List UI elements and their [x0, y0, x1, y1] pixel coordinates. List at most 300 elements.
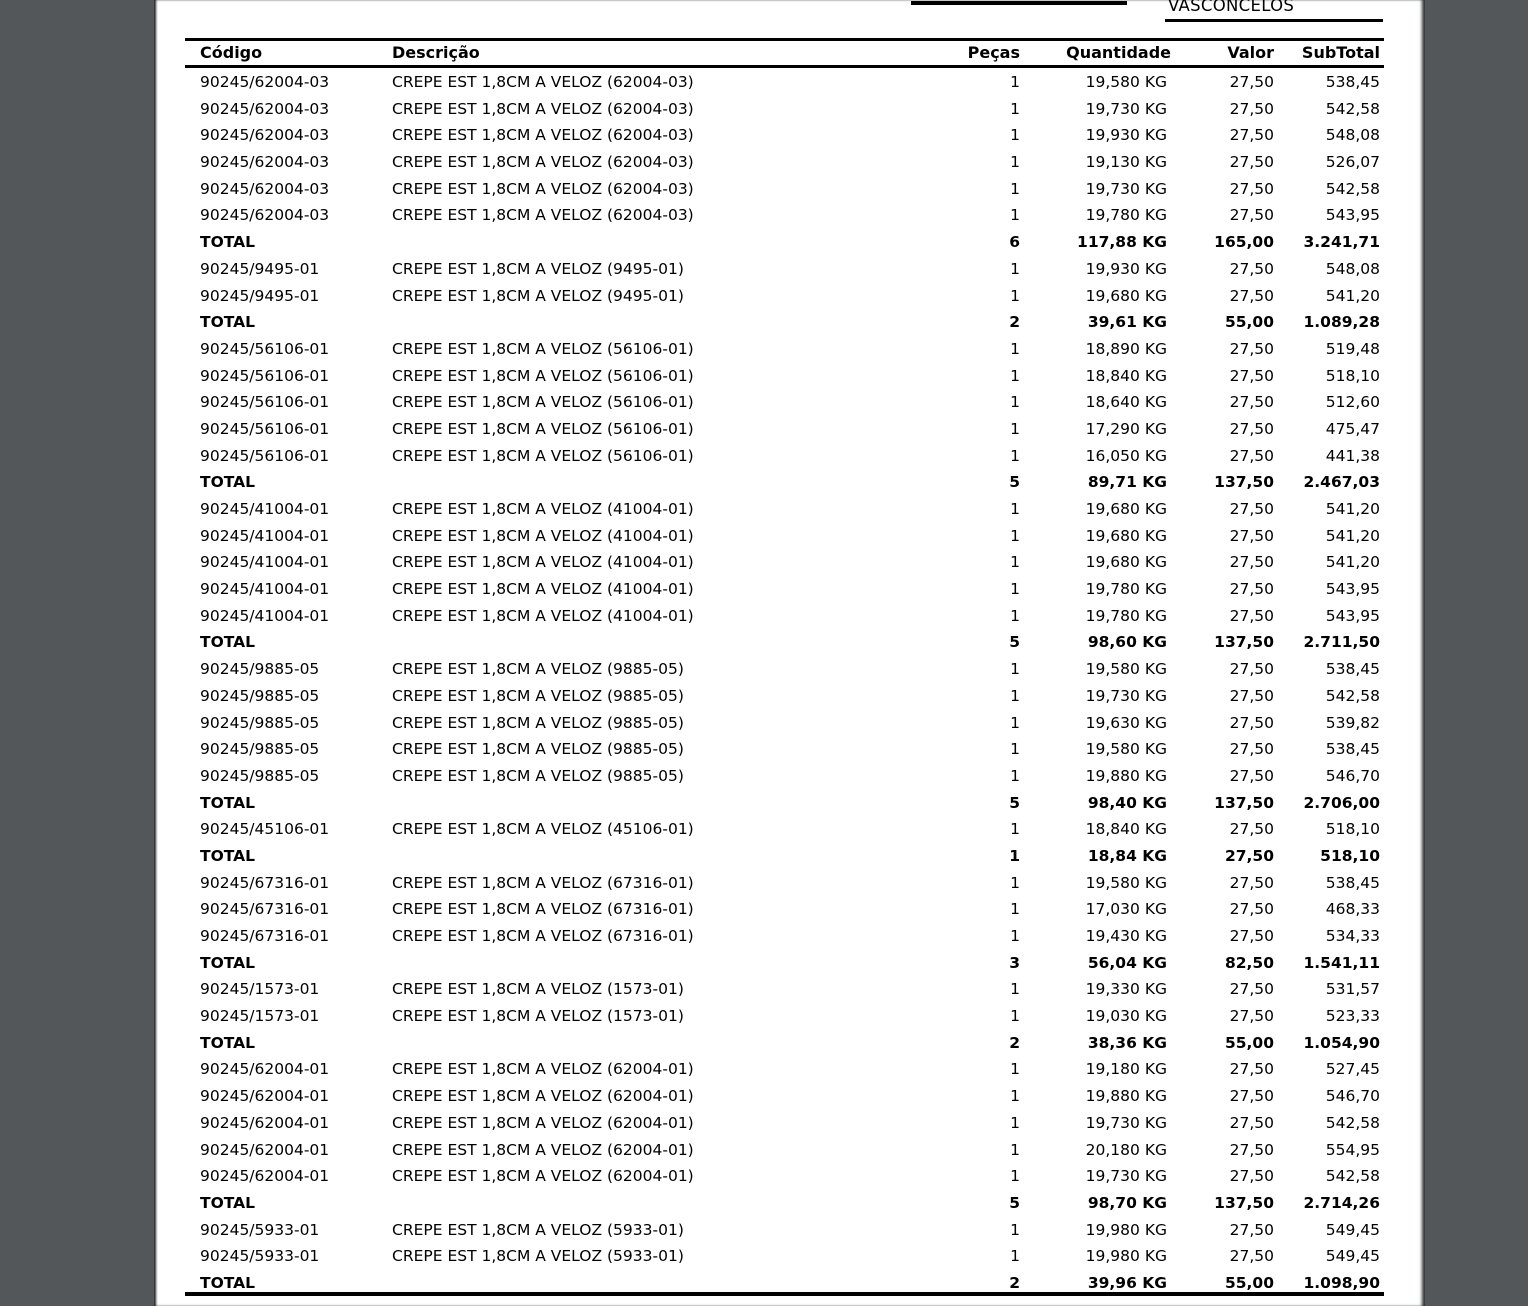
valor-cell: 27,50	[1229, 179, 1274, 198]
pecas-cell: 1	[1010, 1220, 1020, 1239]
valor-cell: 55,00	[1224, 313, 1274, 332]
pecas-cell: 5	[1009, 1193, 1020, 1212]
quantidade-cell: 19,730 KG	[1085, 99, 1167, 118]
descricao-cell: CREPE EST 1,8CM A VELOZ (56106-01)	[392, 339, 694, 358]
valor-cell: 27,50	[1229, 339, 1274, 358]
descricao-cell: CREPE EST 1,8CM A VELOZ (9885-05)	[392, 686, 684, 705]
table-total-row	[154, 229, 1425, 256]
column-header-valor: Valor	[1227, 43, 1274, 62]
codigo-cell: 90245/56106-01	[200, 419, 330, 438]
quantidade-cell: 16,050 KG	[1085, 446, 1167, 465]
codigo-cell: 90245/9885-05	[200, 660, 320, 679]
company-name: VASCONCELOS	[1168, 0, 1295, 15]
valor-cell: 27,50	[1229, 1007, 1274, 1026]
subtotal-cell: 518,10	[1325, 820, 1380, 839]
subtotal-cell: 541,20	[1325, 526, 1380, 545]
quantidade-cell: 19,680 KG	[1085, 553, 1167, 572]
table-row	[154, 603, 1425, 630]
table-row	[154, 1243, 1425, 1270]
subtotal-cell: 546,70	[1325, 766, 1380, 785]
table-total-row	[154, 843, 1425, 870]
descricao-cell: CREPE EST 1,8CM A VELOZ (62004-03)	[392, 126, 694, 145]
codigo-cell: 90245/9885-05	[200, 686, 320, 705]
valor-cell: 27,50	[1229, 660, 1274, 679]
subtotal-cell: 527,45	[1325, 1060, 1380, 1079]
descricao-cell: CREPE EST 1,8CM A VELOZ (9495-01)	[392, 259, 684, 278]
table-row	[154, 763, 1425, 790]
descricao-cell: CREPE EST 1,8CM A VELOZ (62004-01)	[392, 1087, 694, 1106]
descricao-cell: CREPE EST 1,8CM A VELOZ (62004-03)	[392, 99, 694, 118]
pecas-cell: 1	[1010, 1007, 1020, 1026]
valor-cell: 27,50	[1229, 153, 1274, 172]
codigo-cell: 90245/45106-01	[200, 820, 330, 839]
descricao-cell: CREPE EST 1,8CM A VELOZ (41004-01)	[392, 500, 694, 518]
descricao-cell: CREPE EST 1,8CM A VELOZ (56106-01)	[392, 366, 694, 385]
codigo-cell: 90245/9495-01	[200, 286, 320, 305]
quantidade-cell: 19,780 KG	[1085, 606, 1167, 625]
valor-cell: 27,50	[1229, 1140, 1274, 1159]
codigo-cell: 90245/67316-01	[200, 927, 330, 945]
pecas-cell: 1	[1010, 446, 1020, 465]
quantidade-cell: 38,36 KG	[1087, 1033, 1167, 1052]
pecas-cell: 1	[1010, 660, 1020, 679]
quantidade-cell: 19,880 KG	[1085, 1087, 1167, 1106]
valor-cell: 27,50	[1229, 419, 1274, 438]
valor-cell: 27,50	[1229, 1220, 1274, 1239]
pecas-cell: 1	[1010, 99, 1020, 118]
valor-cell: 27,50	[1229, 73, 1274, 91]
quantidade-cell: 19,580 KG	[1085, 73, 1167, 91]
subtotal-cell: 538,45	[1325, 73, 1380, 91]
table-total-row	[154, 790, 1425, 817]
valor-cell: 137,50	[1214, 1193, 1274, 1212]
quantidade-cell: 19,880 KG	[1085, 766, 1167, 785]
subtotal-cell: 518,10	[1320, 846, 1380, 865]
valor-cell: 27,50	[1229, 1060, 1274, 1079]
table-row	[154, 149, 1425, 176]
quantidade-cell: 19,130 KG	[1085, 153, 1167, 172]
table-row	[154, 336, 1425, 363]
table-row	[154, 736, 1425, 763]
quantidade-cell: 19,730 KG	[1085, 1113, 1167, 1132]
quantidade-cell: 19,580 KG	[1085, 873, 1167, 892]
descricao-cell: CREPE EST 1,8CM A VELOZ (45106-01)	[392, 820, 694, 839]
descricao-cell: CREPE EST 1,8CM A VELOZ (56106-01)	[392, 419, 694, 438]
descricao-cell: CREPE EST 1,8CM A VELOZ (9885-05)	[392, 766, 684, 785]
table-row	[154, 443, 1425, 470]
valor-cell: 27,50	[1229, 820, 1274, 839]
table-row	[154, 122, 1425, 149]
subtotal-cell: 542,58	[1325, 1113, 1380, 1132]
pecas-cell: 1	[1010, 259, 1020, 278]
pecas-cell: 1	[1010, 500, 1020, 518]
subtotal-cell: 554,95	[1325, 1140, 1380, 1159]
quantidade-cell: 19,930 KG	[1085, 126, 1167, 145]
pecas-cell: 1	[1010, 873, 1020, 892]
quantidade-cell: 18,84 KG	[1087, 846, 1167, 865]
quantidade-cell: 98,60 KG	[1087, 633, 1167, 652]
table-total-row	[154, 950, 1425, 977]
subtotal-cell: 538,45	[1325, 873, 1380, 892]
table-row	[154, 176, 1425, 203]
subtotal-cell: 523,33	[1325, 1007, 1380, 1026]
table-rows	[154, 69, 1425, 1297]
total-label: TOTAL	[200, 1273, 255, 1292]
table-row	[154, 656, 1425, 683]
pecas-cell: 1	[1010, 206, 1020, 225]
subtotal-cell: 2.711,50	[1303, 633, 1380, 652]
subtotal-cell: 541,20	[1325, 553, 1380, 572]
codigo-cell: 90245/62004-01	[200, 1087, 330, 1106]
total-label: TOTAL	[200, 793, 255, 812]
descricao-cell: CREPE EST 1,8CM A VELOZ (5933-01)	[392, 1247, 684, 1266]
pecas-cell: 1	[1010, 339, 1020, 358]
pecas-cell: 1	[1010, 927, 1020, 945]
subtotal-cell: 468,33	[1325, 900, 1380, 919]
codigo-cell: 90245/62004-01	[200, 1113, 330, 1132]
partial-header-rule	[911, 1, 1127, 5]
quantidade-cell: 20,180 KG	[1085, 1140, 1167, 1159]
codigo-cell: 90245/1573-01	[200, 1007, 320, 1026]
descricao-cell: CREPE EST 1,8CM A VELOZ (41004-01)	[392, 526, 694, 545]
pecas-cell: 1	[1010, 419, 1020, 438]
descricao-cell: CREPE EST 1,8CM A VELOZ (1573-01)	[392, 1007, 684, 1026]
pecas-cell: 6	[1009, 233, 1020, 252]
pecas-cell: 1	[1010, 1247, 1020, 1266]
valor-cell: 137,50	[1214, 633, 1274, 652]
table-total-row	[154, 629, 1425, 656]
total-label: TOTAL	[200, 953, 255, 972]
valor-cell: 165,00	[1214, 233, 1274, 252]
descricao-cell: CREPE EST 1,8CM A VELOZ (56106-01)	[392, 393, 694, 412]
pecas-cell: 1	[1010, 900, 1020, 919]
subtotal-cell: 526,07	[1325, 153, 1380, 172]
pecas-cell: 1	[1010, 179, 1020, 198]
pecas-cell: 1	[1010, 820, 1020, 839]
descricao-cell: CREPE EST 1,8CM A VELOZ (62004-01)	[392, 1140, 694, 1159]
pecas-cell: 1	[1010, 526, 1020, 545]
valor-cell: 27,50	[1229, 206, 1274, 225]
descricao-cell: CREPE EST 1,8CM A VELOZ (62004-03)	[392, 179, 694, 198]
codigo-cell: 90245/62004-03	[200, 126, 330, 145]
pecas-cell: 1	[1010, 1113, 1020, 1132]
pecas-cell: 1	[1010, 580, 1020, 599]
codigo-cell: 90245/56106-01	[200, 393, 330, 412]
table-total-row	[154, 309, 1425, 336]
quantidade-cell: 19,730 KG	[1085, 686, 1167, 705]
valor-cell: 27,50	[1229, 1087, 1274, 1106]
table-row	[154, 496, 1425, 523]
codigo-cell: 90245/62004-03	[200, 153, 330, 172]
valor-cell: 27,50	[1229, 286, 1274, 305]
pecas-cell: 5	[1009, 793, 1020, 812]
subtotal-cell: 542,58	[1325, 686, 1380, 705]
subtotal-cell: 543,95	[1325, 606, 1380, 625]
pecas-cell: 1	[1010, 713, 1020, 732]
quantidade-cell: 19,780 KG	[1085, 580, 1167, 599]
quantidade-cell: 19,330 KG	[1085, 980, 1167, 999]
subtotal-cell: 543,95	[1325, 580, 1380, 599]
quantidade-cell: 19,430 KG	[1085, 927, 1167, 945]
pecas-cell: 1	[1010, 1167, 1020, 1186]
subtotal-cell: 519,48	[1325, 339, 1380, 358]
pecas-cell: 2	[1009, 1033, 1020, 1052]
valor-cell: 27,50	[1229, 927, 1274, 945]
codigo-cell: 90245/56106-01	[200, 366, 330, 385]
quantidade-cell: 17,290 KG	[1085, 419, 1167, 438]
subtotal-cell: 542,58	[1325, 99, 1380, 118]
descricao-cell: CREPE EST 1,8CM A VELOZ (1573-01)	[392, 980, 684, 999]
quantidade-cell: 89,71 KG	[1087, 473, 1167, 492]
descricao-cell: CREPE EST 1,8CM A VELOZ (41004-01)	[392, 606, 694, 625]
subtotal-cell: 539,82	[1325, 713, 1380, 732]
descricao-cell: CREPE EST 1,8CM A VELOZ (62004-03)	[392, 73, 694, 91]
codigo-cell: 90245/5933-01	[200, 1220, 320, 1239]
table-bottom-rule	[185, 1292, 1384, 1296]
quantidade-cell: 19,580 KG	[1085, 740, 1167, 759]
pecas-cell: 1	[1010, 1060, 1020, 1079]
table-row	[154, 1137, 1425, 1164]
column-header-descricao: Descrição	[392, 43, 480, 62]
total-label: TOTAL	[200, 313, 255, 332]
table-header-row	[154, 41, 1425, 65]
table-row	[154, 976, 1425, 1003]
pecas-cell: 1	[1009, 846, 1020, 865]
quantidade-cell: 19,680 KG	[1085, 286, 1167, 305]
quantidade-cell: 117,88 KG	[1077, 233, 1167, 252]
descricao-cell: CREPE EST 1,8CM A VELOZ (62004-01)	[392, 1167, 694, 1186]
codigo-cell: 90245/62004-01	[200, 1060, 330, 1079]
subtotal-cell: 531,57	[1325, 980, 1380, 999]
column-header-quantidade: Quantidade	[1066, 43, 1171, 62]
subtotal-cell: 549,45	[1325, 1247, 1380, 1266]
codigo-cell: 90245/9495-01	[200, 259, 320, 278]
subtotal-cell: 1.541,11	[1303, 953, 1380, 972]
descricao-cell: CREPE EST 1,8CM A VELOZ (41004-01)	[392, 553, 694, 572]
table-row	[154, 389, 1425, 416]
valor-cell: 27,50	[1229, 393, 1274, 412]
descricao-cell: CREPE EST 1,8CM A VELOZ (56106-01)	[392, 446, 694, 465]
descricao-cell: CREPE EST 1,8CM A VELOZ (62004-03)	[392, 206, 694, 225]
pecas-cell: 1	[1010, 553, 1020, 572]
pecas-cell: 2	[1009, 313, 1020, 332]
codigo-cell: 90245/67316-01	[200, 873, 330, 892]
table-row	[154, 576, 1425, 603]
table-row	[154, 870, 1425, 897]
company-underline	[1165, 19, 1383, 22]
pecas-cell: 1	[1010, 126, 1020, 145]
quantidade-cell: 19,630 KG	[1085, 713, 1167, 732]
table-row	[154, 710, 1425, 737]
descricao-cell: CREPE EST 1,8CM A VELOZ (5933-01)	[392, 1220, 684, 1239]
valor-cell: 27,50	[1229, 1167, 1274, 1186]
table-row	[154, 549, 1425, 576]
codigo-cell: 90245/5933-01	[200, 1247, 320, 1266]
quantidade-cell: 19,780 KG	[1085, 206, 1167, 225]
subtotal-cell: 475,47	[1325, 419, 1380, 438]
pecas-cell: 5	[1009, 473, 1020, 492]
table-row	[154, 96, 1425, 123]
table-row	[154, 1163, 1425, 1190]
subtotal-cell: 3.241,71	[1303, 233, 1380, 252]
table-row	[154, 202, 1425, 229]
quantidade-cell: 19,030 KG	[1085, 1007, 1167, 1026]
valor-cell: 27,50	[1229, 126, 1274, 145]
codigo-cell: 90245/62004-03	[200, 73, 330, 91]
valor-cell: 27,50	[1229, 740, 1274, 759]
subtotal-cell: 538,45	[1325, 740, 1380, 759]
valor-cell: 27,50	[1229, 766, 1274, 785]
subtotal-cell: 541,20	[1325, 500, 1380, 518]
table-row	[154, 896, 1425, 923]
quantidade-cell: 39,96 KG	[1087, 1273, 1167, 1292]
descricao-cell: CREPE EST 1,8CM A VELOZ (62004-01)	[392, 1113, 694, 1132]
quantidade-cell: 56,04 KG	[1087, 953, 1167, 972]
valor-cell: 82,50	[1224, 953, 1274, 972]
pecas-cell: 1	[1010, 286, 1020, 305]
valor-cell: 137,50	[1214, 473, 1274, 492]
pecas-cell: 1	[1010, 1087, 1020, 1106]
table-total-row	[154, 1030, 1425, 1057]
descricao-cell: CREPE EST 1,8CM A VELOZ (9885-05)	[392, 660, 684, 679]
table-row	[154, 363, 1425, 390]
pecas-cell: 1	[1010, 366, 1020, 385]
valor-cell: 27,50	[1229, 1247, 1274, 1266]
subtotal-cell: 549,45	[1325, 1220, 1380, 1239]
descricao-cell: CREPE EST 1,8CM A VELOZ (9885-05)	[392, 713, 684, 732]
table-row	[154, 923, 1425, 950]
valor-cell: 27,50	[1229, 446, 1274, 465]
valor-cell: 27,50	[1229, 1113, 1274, 1132]
valor-cell: 27,50	[1229, 366, 1274, 385]
pecas-cell: 3	[1009, 953, 1020, 972]
quantidade-cell: 18,890 KG	[1085, 339, 1167, 358]
codigo-cell: 90245/41004-01	[200, 526, 330, 545]
valor-cell: 27,50	[1229, 873, 1274, 892]
codigo-cell: 90245/9885-05	[200, 740, 320, 759]
pecas-cell: 1	[1010, 606, 1020, 625]
valor-cell: 27,50	[1229, 713, 1274, 732]
pecas-cell: 1	[1010, 1140, 1020, 1159]
quantidade-cell: 19,730 KG	[1085, 1167, 1167, 1186]
codigo-cell: 90245/62004-01	[200, 1140, 330, 1159]
table-row	[154, 1003, 1425, 1030]
subtotal-cell: 541,20	[1325, 286, 1380, 305]
quantidade-cell: 19,980 KG	[1085, 1247, 1167, 1266]
valor-cell: 27,50	[1229, 553, 1274, 572]
table-total-row	[154, 1190, 1425, 1217]
table-total-row	[154, 469, 1425, 496]
table-row	[154, 523, 1425, 550]
valor-cell: 137,50	[1214, 793, 1274, 812]
table-row	[154, 416, 1425, 443]
quantidade-cell: 98,40 KG	[1087, 793, 1167, 812]
table-row	[154, 683, 1425, 710]
header-bottom-rule	[185, 65, 1384, 68]
descricao-cell: CREPE EST 1,8CM A VELOZ (41004-01)	[392, 580, 694, 599]
valor-cell: 27,50	[1224, 846, 1274, 865]
pecas-cell: 1	[1010, 153, 1020, 172]
table-row	[154, 1110, 1425, 1137]
codigo-cell: 90245/62004-03	[200, 179, 330, 198]
codigo-cell: 90245/56106-01	[200, 339, 330, 358]
codigo-cell: 90245/56106-01	[200, 446, 330, 465]
valor-cell: 27,50	[1229, 606, 1274, 625]
total-label: TOTAL	[200, 846, 255, 865]
pecas-cell: 5	[1009, 633, 1020, 652]
quantidade-cell: 18,640 KG	[1085, 393, 1167, 412]
valor-cell: 27,50	[1229, 580, 1274, 599]
quantidade-cell: 19,730 KG	[1085, 179, 1167, 198]
subtotal-cell: 542,58	[1325, 1167, 1380, 1186]
quantidade-cell: 19,680 KG	[1085, 500, 1167, 518]
subtotal-cell: 2.467,03	[1303, 473, 1380, 492]
subtotal-cell: 1.089,28	[1303, 313, 1380, 332]
total-label: TOTAL	[200, 473, 255, 492]
descricao-cell: CREPE EST 1,8CM A VELOZ (62004-01)	[392, 1060, 694, 1079]
descricao-cell: CREPE EST 1,8CM A VELOZ (67316-01)	[392, 873, 694, 892]
valor-cell: 27,50	[1229, 686, 1274, 705]
quantidade-cell: 98,70 KG	[1087, 1193, 1167, 1212]
codigo-cell: 90245/41004-01	[200, 580, 330, 599]
quantidade-cell: 19,980 KG	[1085, 1220, 1167, 1239]
table-row	[154, 69, 1425, 96]
document-page	[154, 0, 1425, 1306]
descricao-cell: CREPE EST 1,8CM A VELOZ (9885-05)	[392, 740, 684, 759]
total-label: TOTAL	[200, 633, 255, 652]
quantidade-cell: 19,580 KG	[1085, 660, 1167, 679]
table-row	[154, 256, 1425, 283]
quantidade-cell: 17,030 KG	[1085, 900, 1167, 919]
column-header-subtotal: SubTotal	[1301, 43, 1380, 62]
valor-cell: 27,50	[1229, 526, 1274, 545]
descricao-cell: CREPE EST 1,8CM A VELOZ (67316-01)	[392, 927, 694, 945]
quantidade-cell: 19,180 KG	[1085, 1060, 1167, 1079]
column-header-codigo: Código	[200, 43, 263, 62]
subtotal-cell: 1.098,90	[1303, 1273, 1380, 1292]
valor-cell: 27,50	[1229, 259, 1274, 278]
subtotal-cell: 2.706,00	[1303, 793, 1380, 812]
subtotal-cell: 543,95	[1325, 206, 1380, 225]
subtotal-cell: 1.054,90	[1303, 1033, 1380, 1052]
codigo-cell: 90245/62004-01	[200, 1167, 330, 1186]
valor-cell: 27,50	[1229, 99, 1274, 118]
subtotal-cell: 548,08	[1325, 259, 1380, 278]
table-row	[154, 283, 1425, 310]
descricao-cell: CREPE EST 1,8CM A VELOZ (9495-01)	[392, 286, 684, 305]
pecas-cell: 1	[1010, 686, 1020, 705]
subtotal-cell: 546,70	[1325, 1087, 1380, 1106]
valor-cell: 27,50	[1229, 500, 1274, 518]
quantidade-cell: 18,840 KG	[1085, 366, 1167, 385]
quantidade-cell: 39,61 KG	[1087, 313, 1167, 332]
pecas-cell: 2	[1009, 1273, 1020, 1292]
subtotal-cell: 2.714,26	[1303, 1193, 1380, 1212]
valor-cell: 27,50	[1229, 900, 1274, 919]
table-row	[154, 816, 1425, 843]
descricao-cell: CREPE EST 1,8CM A VELOZ (67316-01)	[392, 900, 694, 919]
pecas-cell: 1	[1010, 393, 1020, 412]
codigo-cell: 90245/41004-01	[200, 553, 330, 572]
subtotal-cell: 534,33	[1325, 927, 1380, 945]
codigo-cell: 90245/41004-01	[200, 606, 330, 625]
total-label: TOTAL	[200, 1033, 255, 1052]
subtotal-cell: 538,45	[1325, 660, 1380, 679]
pecas-cell: 1	[1010, 766, 1020, 785]
table-row	[154, 1083, 1425, 1110]
codigo-cell: 90245/62004-03	[200, 99, 330, 118]
codigo-cell: 90245/1573-01	[200, 980, 320, 999]
